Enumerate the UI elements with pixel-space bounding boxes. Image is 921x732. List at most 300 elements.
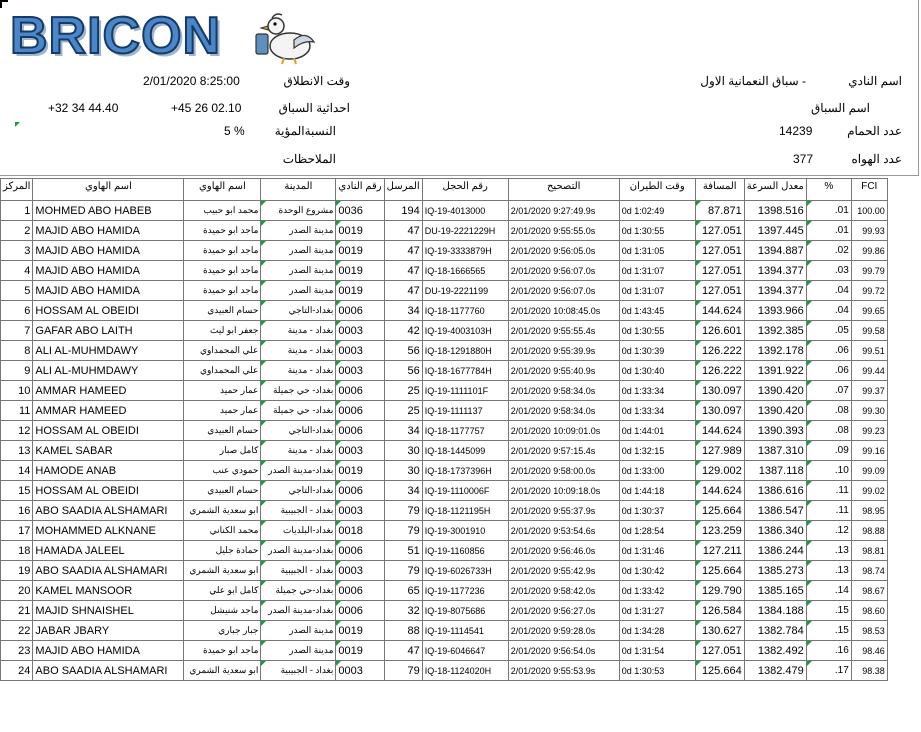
comment-marker (807, 281, 812, 286)
cell-flight-time: 0d 1:34:28 (619, 621, 695, 641)
cell-ring: IQ-18-1177760 (422, 301, 508, 321)
cell-fancier-ar: حمادة جليل (184, 541, 261, 561)
cell-city: بغداد-مدينة الصدر (261, 601, 336, 621)
cell-city: مدينة الصدر (261, 281, 336, 301)
cell-fci: 99.37 (851, 381, 887, 401)
cell-correction: 2/01/2020 9:56:54.0s (508, 641, 619, 661)
comment-marker (696, 261, 701, 266)
birds-count-value: 14239 (779, 124, 813, 138)
comment-marker (696, 221, 701, 226)
table-row (1, 381, 888, 401)
cell-fci: 99.09 (851, 461, 887, 481)
cell-ring: IQ-19-6046647 (422, 641, 508, 661)
comment-marker (261, 541, 266, 546)
cell-city: بغداد-التاجي (261, 421, 336, 441)
col-header-percent: % (806, 179, 851, 201)
comment-marker (696, 441, 701, 446)
comment-marker (261, 241, 266, 246)
cell-correction: 2/01/2020 9:57:15.4s (508, 441, 619, 461)
cell-city: بغداد-البلديات (261, 521, 336, 541)
cell-correction: 2/01/2020 9:56:46.0s (508, 541, 619, 561)
cell-fancier-ar: ماجد شنيشل (184, 601, 261, 621)
cell-percent: .13 (806, 561, 851, 581)
comment-marker (336, 481, 341, 486)
cell-distance: 144.624 (695, 301, 744, 321)
cell-speed: 1390.393 (744, 421, 806, 441)
cell-ring: DU-19-2221229H (422, 221, 508, 241)
comment-marker (336, 361, 341, 366)
cell-fci: 99.58 (851, 321, 887, 341)
cell-fci: 99.79 (851, 261, 887, 281)
cell-speed: 1390.420 (744, 381, 806, 401)
cell-speed: 1386.547 (744, 501, 806, 521)
club-name-label: اسم النادي (848, 74, 902, 88)
cell-club: 0003 (336, 341, 384, 361)
cell-fancier-ar: حسام العبيدي (184, 421, 261, 441)
cell-distance: 129.002 (695, 461, 744, 481)
cell-flight-time: 0d 1:30:42 (619, 561, 695, 581)
cell-correction: 2/01/2020 9:56:05.0s (508, 241, 619, 261)
cell-percent: .04 (806, 281, 851, 301)
cell-correction: 2/01/2020 9:55:53.9s (508, 661, 619, 681)
cell-fancier-en: JABAR JBARY (33, 621, 184, 641)
cell-fancier-en: MOHMED ABO HABEB (33, 201, 184, 221)
cell-correction: 2/01/2020 9:58:00.0s (508, 461, 619, 481)
cell-fancier-en: HOSSAM AL OBEIDI (33, 301, 184, 321)
comment-marker (336, 341, 341, 346)
cell-fancier-en: AMMAR HAMEED (33, 401, 184, 421)
cell-distance: 127.051 (695, 261, 744, 281)
comment-marker (261, 561, 266, 566)
table-row (1, 441, 888, 461)
comment-marker (261, 261, 266, 266)
cell-ring: IQ-19-1110006F (422, 481, 508, 501)
cell-correction: 2/01/2020 9:56:07.0s (508, 261, 619, 281)
cell-club: 0019 (336, 241, 384, 261)
cell-city: بغداد-حي جميلة (261, 581, 336, 601)
comment-marker (261, 341, 266, 346)
comment-marker (696, 581, 701, 586)
cell-sent: 42 (384, 321, 422, 341)
col-header-fancier-ar: اسم الهاوي (184, 179, 261, 201)
comment-marker (696, 301, 701, 306)
cell-fci: 99.30 (851, 401, 887, 421)
table-row (1, 201, 888, 221)
comment-marker (807, 421, 812, 426)
cell-club: 0006 (336, 601, 384, 621)
cell-fancier-ar: عمار حميد (184, 381, 261, 401)
cell-rank: 19 (1, 561, 33, 581)
cell-flight-time: 0d 1:30:39 (619, 341, 695, 361)
cell-rank: 14 (1, 461, 33, 481)
cell-rank: 8 (1, 341, 33, 361)
comment-marker (696, 401, 701, 406)
pigeon-mascot-icon (250, 10, 316, 66)
cell-ring: IQ-18-1124020H (422, 661, 508, 681)
cell-percent: .09 (806, 441, 851, 461)
cell-flight-time: 0d 1:31:46 (619, 541, 695, 561)
comment-marker (261, 421, 266, 426)
cell-city: بغداد-التاجي (261, 301, 336, 321)
cell-speed: 1384.188 (744, 601, 806, 621)
club-name-value: - سباق النعمانية الاول (700, 74, 806, 88)
comment-marker (336, 581, 341, 586)
cell-speed: 1391.922 (744, 361, 806, 381)
cell-club: 0006 (336, 541, 384, 561)
comment-marker (807, 401, 812, 406)
cell-flight-time: 0d 1:02:49 (619, 201, 695, 221)
cell-percent: .01 (806, 221, 851, 241)
cell-speed: 1387.118 (744, 461, 806, 481)
cell-sent: 56 (384, 341, 422, 361)
comment-marker (807, 381, 812, 386)
cell-fci: 99.65 (851, 301, 887, 321)
cell-speed: 1382.784 (744, 621, 806, 641)
cell-fancier-ar: ماجد ابو حميدة (184, 241, 261, 261)
cell-ring: IQ-19-1111101F (422, 381, 508, 401)
comment-marker (261, 281, 266, 286)
cell-fancier-ar: علي المحمداوي (184, 341, 261, 361)
cell-fci: 98.67 (851, 581, 887, 601)
cell-rank: 17 (1, 521, 33, 541)
cell-fci: 99.16 (851, 441, 887, 461)
cell-fci: 98.81 (851, 541, 887, 561)
cell-sent: 30 (384, 441, 422, 461)
cell-fci: 100.00 (851, 201, 887, 221)
cell-fancier-ar: محمد ابو حبيب (184, 201, 261, 221)
cell-correction: 2/01/2020 9:56:07.0s (508, 281, 619, 301)
cell-ring: IQ-18-1121195H (422, 501, 508, 521)
table-row (1, 241, 888, 261)
comment-marker (807, 481, 812, 486)
col-header-ring: رقم الحجل (422, 179, 508, 201)
cell-ring: IQ-18-1666565 (422, 261, 508, 281)
comment-marker (807, 641, 812, 646)
cell-distance: 144.624 (695, 421, 744, 441)
cell-fancier-en: MAJID ABO HAMIDA (33, 261, 184, 281)
table-row (1, 481, 888, 501)
cell-club: 0003 (336, 441, 384, 461)
cell-fancier-ar: ماجد ابو حميدة (184, 281, 261, 301)
cell-fci: 99.44 (851, 361, 887, 381)
cell-fancier-en: KAMEL MANSOOR (33, 581, 184, 601)
cell-club: 0006 (336, 401, 384, 421)
cell-rank: 21 (1, 601, 33, 621)
cell-fancier-ar: ابو سعدية الشمري (184, 501, 261, 521)
cell-sent: 34 (384, 421, 422, 441)
comment-marker (807, 261, 812, 266)
comment-marker (15, 122, 20, 127)
comment-marker (336, 641, 341, 646)
cell-ring: IQ-18-1737396H (422, 461, 508, 481)
cell-sent: 47 (384, 261, 422, 281)
cell-flight-time: 0d 1:33:42 (619, 581, 695, 601)
cell-fancier-en: HOSSAM AL OBEIDI (33, 481, 184, 501)
cell-city: بغداد-مدينة الصدر (261, 461, 336, 481)
cell-city: مشروع الوحدة (261, 201, 336, 221)
cell-rank: 18 (1, 541, 33, 561)
comment-marker (696, 241, 701, 246)
cell-sent: 79 (384, 501, 422, 521)
comment-marker (261, 361, 266, 366)
cell-fancier-en: MAJID ABO HAMIDA (33, 281, 184, 301)
cell-fci: 99.93 (851, 221, 887, 241)
cell-flight-time: 0d 1:30:55 (619, 221, 695, 241)
col-header-distance: المسافة (695, 179, 744, 201)
comment-marker (336, 541, 341, 546)
cell-club: 0019 (336, 461, 384, 481)
cell-fci: 98.60 (851, 601, 887, 621)
cell-city: مدينة الصدر (261, 221, 336, 241)
comment-marker (696, 641, 701, 646)
cell-rank: 11 (1, 401, 33, 421)
cell-distance: 130.097 (695, 381, 744, 401)
cell-ring: IQ-19-1177236 (422, 581, 508, 601)
comment-marker (261, 321, 266, 326)
cell-club: 0003 (336, 321, 384, 341)
comment-marker (696, 361, 701, 366)
cell-distance: 125.664 (695, 661, 744, 681)
cell-rank: 1 (1, 201, 33, 221)
report-header (0, 0, 919, 176)
cell-correction: 2/01/2020 9:55:37.9s (508, 501, 619, 521)
cell-club: 0019 (336, 641, 384, 661)
cell-percent: .06 (806, 361, 851, 381)
comment-marker (807, 621, 812, 626)
cell-rank: 10 (1, 381, 33, 401)
cell-city: بغداد-مدينة الصدر (261, 541, 336, 561)
cell-correction: 2/01/2020 9:55:55.0s (508, 221, 619, 241)
coordinate-east: +32 34 44.40 (48, 101, 119, 115)
cell-rank: 6 (1, 301, 33, 321)
cell-fci: 98.88 (851, 521, 887, 541)
cell-speed: 1386.244 (744, 541, 806, 561)
cell-distance: 127.051 (695, 281, 744, 301)
comment-marker (807, 521, 812, 526)
cell-city: بغداد- حي جميلة (261, 381, 336, 401)
cell-distance: 127.211 (695, 541, 744, 561)
table-row (1, 601, 888, 621)
cell-fancier-en: HAMADA JALEEL (33, 541, 184, 561)
cell-distance: 130.097 (695, 401, 744, 421)
comment-marker (261, 521, 266, 526)
cell-city: مدينة الصدر (261, 621, 336, 641)
col-header-correction: التصحيح (508, 179, 619, 201)
cell-sent: 32 (384, 601, 422, 621)
cell-club: 0003 (336, 361, 384, 381)
comment-marker (336, 261, 341, 266)
start-time-label: وقت الانطلاق (283, 74, 350, 88)
cell-flight-time: 0d 1:30:40 (619, 361, 695, 381)
cell-club: 0006 (336, 381, 384, 401)
comment-marker (261, 201, 266, 206)
comment-marker (807, 601, 812, 606)
comment-marker (261, 301, 266, 306)
cell-city: بغداد - مدينة (261, 361, 336, 381)
cell-ring: IQ-19-1114541 (422, 621, 508, 641)
cell-percent: .08 (806, 401, 851, 421)
cell-speed: 1386.616 (744, 481, 806, 501)
comment-marker (696, 281, 701, 286)
cell-sent: 56 (384, 361, 422, 381)
ratio-value: 5 % (224, 124, 245, 138)
start-time-value: 2/01/2020 8:25:00 (143, 74, 240, 88)
cell-sent: 194 (384, 201, 422, 221)
comment-marker (261, 401, 266, 406)
comment-marker (696, 481, 701, 486)
cell-percent: .03 (806, 261, 851, 281)
cell-percent: .07 (806, 381, 851, 401)
cell-speed: 1393.966 (744, 301, 806, 321)
comment-marker (261, 661, 266, 666)
cell-rank: 13 (1, 441, 33, 461)
comment-marker (696, 561, 701, 566)
table-row (1, 261, 888, 281)
table-row (1, 621, 888, 641)
cell-city: بغداد - الجبيبية (261, 661, 336, 681)
comment-marker (336, 601, 341, 606)
table-header-row (1, 179, 888, 201)
cell-sent: 30 (384, 461, 422, 481)
cell-rank: 9 (1, 361, 33, 381)
cell-sent: 88 (384, 621, 422, 641)
cell-distance: 130.627 (695, 621, 744, 641)
cell-fancier-ar: حمودي عنب (184, 461, 261, 481)
cell-percent: .05 (806, 321, 851, 341)
table-row (1, 661, 888, 681)
ratio-label: النسبةالمؤية (274, 124, 336, 138)
cell-sent: 65 (384, 581, 422, 601)
cell-rank: 7 (1, 321, 33, 341)
cell-club: 0036 (336, 201, 384, 221)
comment-marker (261, 461, 266, 466)
cell-percent: .12 (806, 521, 851, 541)
comment-marker (336, 281, 341, 286)
cell-distance: 123.259 (695, 521, 744, 541)
cell-ring: IQ-19-1160856 (422, 541, 508, 561)
comment-marker (696, 601, 701, 606)
comment-marker (807, 301, 812, 306)
comment-marker (336, 521, 341, 526)
cell-city: بغداد - الجبيبية (261, 501, 336, 521)
cell-city: بغداد - مدينة (261, 341, 336, 361)
cell-speed: 1397.445 (744, 221, 806, 241)
birds-count-label: عدد الحمام (847, 124, 902, 138)
cell-city: بغداد- حي جميلة (261, 401, 336, 421)
cell-distance: 126.601 (695, 321, 744, 341)
cell-fancier-ar: ماجد ابو حميدة (184, 261, 261, 281)
cell-fancier-ar: جبار جباري (184, 621, 261, 641)
comment-marker (336, 321, 341, 326)
cell-fancier-en: KAMEL SABAR (33, 441, 184, 461)
cell-fancier-en: GAFAR ABO LAITH (33, 321, 184, 341)
cell-fci: 98.53 (851, 621, 887, 641)
cell-city: بغداد - الجبيبية (261, 561, 336, 581)
cell-percent: .04 (806, 301, 851, 321)
comment-marker (261, 621, 266, 626)
comment-marker (261, 381, 266, 386)
col-header-club: رقم النادي (336, 179, 384, 201)
logo-text: BRICON (10, 7, 222, 65)
cell-flight-time: 0d 1:43:45 (619, 301, 695, 321)
cell-distance: 144.624 (695, 481, 744, 501)
cell-speed: 1392.385 (744, 321, 806, 341)
race-results-table (0, 178, 888, 681)
comment-marker (807, 661, 812, 666)
table-row (1, 541, 888, 561)
comment-marker (336, 501, 341, 506)
cell-rank: 4 (1, 261, 33, 281)
notes-label: الملاحظات (282, 152, 336, 166)
cell-fci: 98.95 (851, 501, 887, 521)
cell-sent: 25 (384, 401, 422, 421)
cell-fancier-en: AMMAR HAMEED (33, 381, 184, 401)
table-row (1, 321, 888, 341)
cell-rank: 5 (1, 281, 33, 301)
race-name-label: اسم السباق (811, 101, 870, 115)
cell-fci: 98.46 (851, 641, 887, 661)
comment-marker (261, 601, 266, 606)
cell-fancier-en: MOHAMMED ALKNANE (33, 521, 184, 541)
cell-percent: .16 (806, 641, 851, 661)
cell-club: 0006 (336, 301, 384, 321)
cell-distance: 129.790 (695, 581, 744, 601)
cell-percent: .11 (806, 481, 851, 501)
table-row (1, 461, 888, 481)
table-row (1, 421, 888, 441)
comment-marker (261, 641, 266, 646)
cell-percent: .13 (806, 541, 851, 561)
table-row (1, 301, 888, 321)
fanciers-count-label: عدد الهواه (851, 152, 902, 166)
col-header-flight-time: وقت الطيران (619, 179, 695, 201)
cell-speed: 1398.516 (744, 201, 806, 221)
cell-sent: 47 (384, 281, 422, 301)
cell-speed: 1386.340 (744, 521, 806, 541)
cell-percent: .14 (806, 581, 851, 601)
cell-club: 0019 (336, 621, 384, 641)
cell-flight-time: 0d 1:44:18 (619, 481, 695, 501)
comment-marker (807, 201, 812, 206)
cell-club: 0003 (336, 501, 384, 521)
cell-speed: 1382.479 (744, 661, 806, 681)
comment-marker (261, 501, 266, 506)
cell-sent: 79 (384, 661, 422, 681)
cell-fancier-en: MAJID ABO HAMIDA (33, 641, 184, 661)
cell-correction: 2/01/2020 9:53:54.6s (508, 521, 619, 541)
cell-rank: 3 (1, 241, 33, 261)
comment-marker (336, 201, 341, 206)
cell-fancier-ar: محمد الكناني (184, 521, 261, 541)
cell-percent: .11 (806, 501, 851, 521)
cell-ring: IQ-19-4013000 (422, 201, 508, 221)
cell-fancier-ar: حسام العبيدي (184, 481, 261, 501)
cell-ring: IQ-18-1291880H (422, 341, 508, 361)
cell-speed: 1394.377 (744, 261, 806, 281)
cell-club: 0003 (336, 561, 384, 581)
cell-club: 0003 (336, 661, 384, 681)
cell-percent: .15 (806, 621, 851, 641)
comment-marker (261, 441, 266, 446)
comment-marker (807, 241, 812, 246)
cell-percent: .15 (806, 601, 851, 621)
cell-ring: IQ-18-1677784H (422, 361, 508, 381)
cell-correction: 2/01/2020 9:56:27.0s (508, 601, 619, 621)
coordinates-label: احداثية السباق (278, 101, 350, 115)
cell-flight-time: 0d 1:33:34 (619, 381, 695, 401)
cell-flight-time: 0d 1:30:37 (619, 501, 695, 521)
cell-ring: IQ-19-8075686 (422, 601, 508, 621)
